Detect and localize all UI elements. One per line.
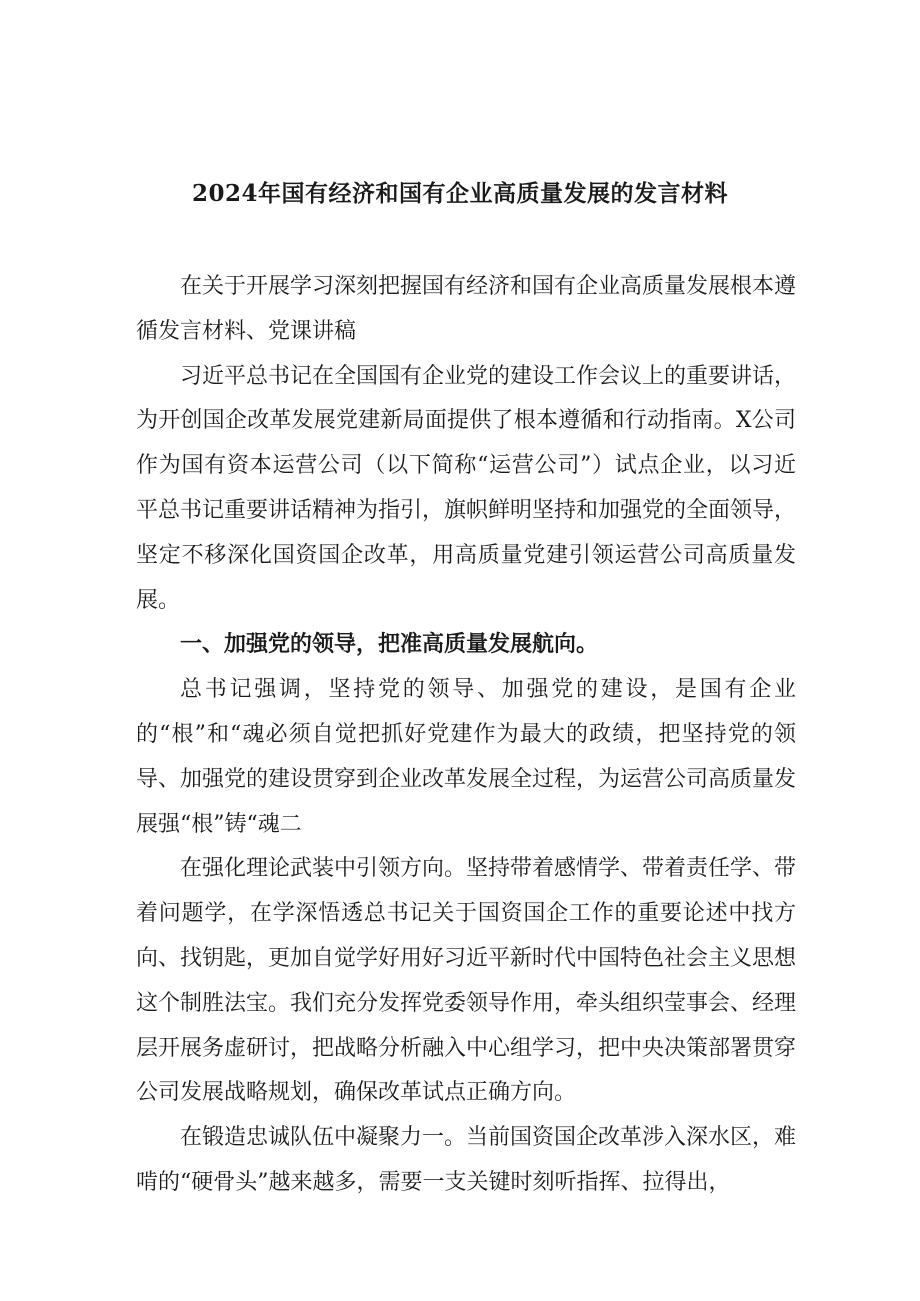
document-title: 2024年国有经济和国有企业高质量发展的发言材料 bbox=[191, 180, 728, 207]
paragraph-leadership: 总书记强调，坚持党的领导、加强党的建设，是国有企业的“根”和“魂必须自觉把抓好党建作为最大的政绩，把坚持党的领导、加强党的建设贯穿到企业改革发展全过程，为运营公司高质量发展强“根”铸“魂二 bbox=[136, 677, 797, 837]
paragraph-intro: 在关于开展学习深刻把握国有经济和国有企业高质量发展根本遵循发言材料、党课讲稿 bbox=[136, 274, 797, 344]
section-heading-1: 一、加强党的领导，把准高质量发展航向。 bbox=[180, 632, 599, 658]
document-body bbox=[136, 265, 796, 1206]
paragraph-speech: 习近平总书记在全国国有企业党的建设工作会议上的重要讲话，为开创国企改革发展党建新局面提供了根本遵循和行动指南。X公司作为国有资本运营公司（以下简称“运营公司”）试点企业，以习近平总书记重要讲话精神为指引，旗帜鲜明坚持和加强党的全面领导，坚定不移深化国资国企改革，用高质量党建引领运营公司高质量发展。 bbox=[136, 363, 797, 613]
paragraph-team: 在锻造忠诚队伍中凝聚力一。当前国资国企改革涉入深水区，难啃的“硬骨头”越来越多，需要一支关键时刻听指挥、拉得出， bbox=[136, 1125, 797, 1195]
paragraph-theory: 在强化理论武装中引领方向。坚持带着感情学、带着责任学、带着问题学，在学深悟透总书记关于国资国企工作的重要论述中找方向、找钥匙，更加自觉学好用好习近平新时代中国特色社会主义思想这个制胜法宝。我们充分发挥党委领导作用，牵头组织莹事会、经理层开展务虚研讨，把战略分析融入中心组学习，把中央决策部署贯穿公司发展战略规划，确保改革试点正确方向。 bbox=[136, 856, 797, 1106]
